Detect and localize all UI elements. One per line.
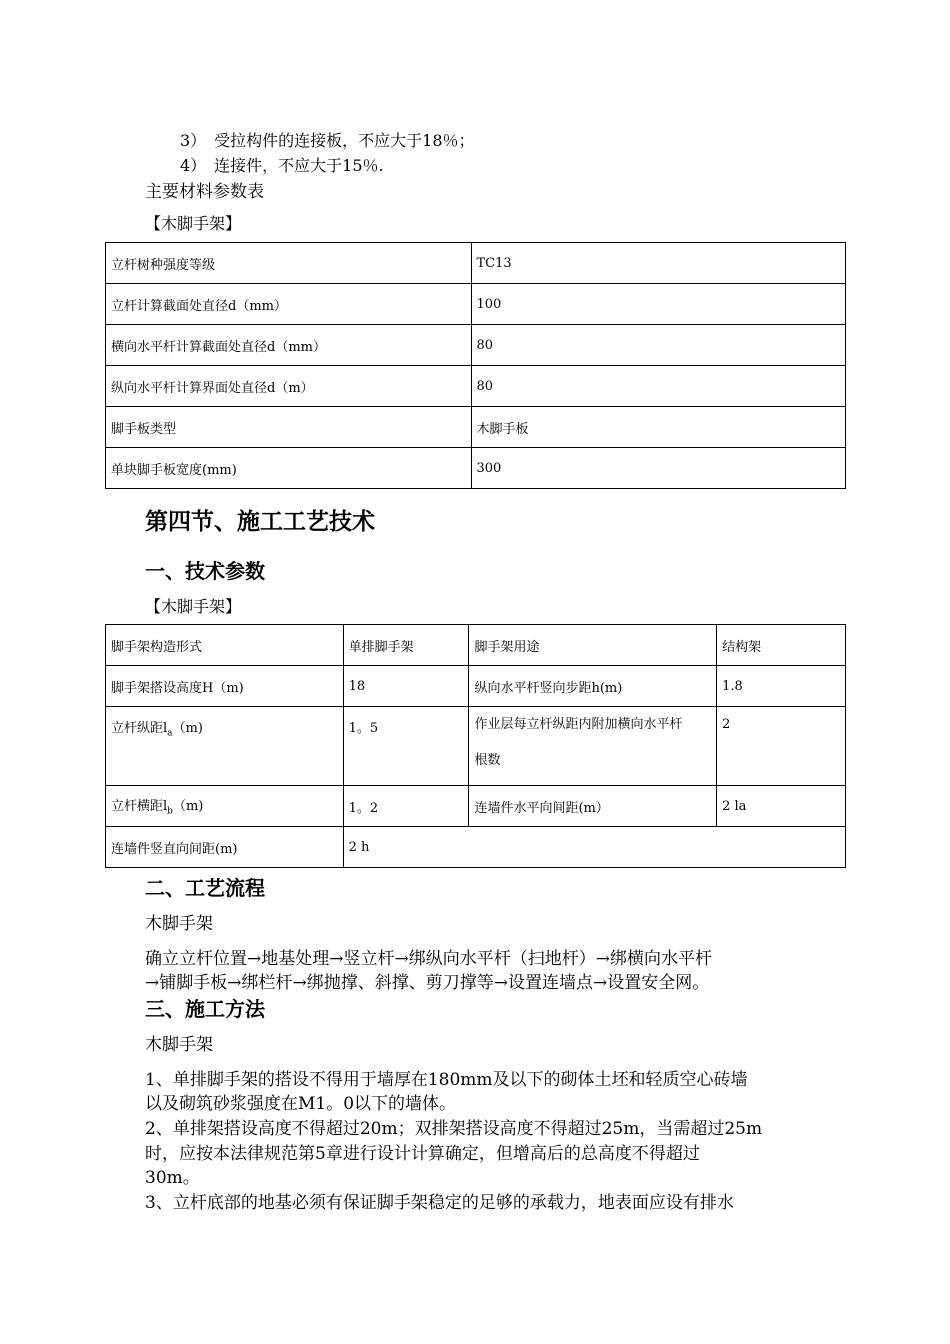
table-row <box>106 366 846 407</box>
section-4-title: 第四节、施工工艺技术 <box>145 509 375 535</box>
table-cell: 脚手架用途 <box>469 625 717 666</box>
table-cell <box>106 707 344 786</box>
process-flow-heading: 二、工艺流程 <box>145 876 265 900</box>
section-label: 【木脚手架】 <box>145 214 242 233</box>
table-cell: 2 h <box>343 827 845 868</box>
section-label: 【木脚手架】 <box>145 597 242 616</box>
table-cell <box>106 786 344 827</box>
table-cell: 脚手板类型 <box>106 407 472 448</box>
process-text-line: →铺脚手板→绑栏杆→绑抛撑、斜撑、剪刀撑等→设置连墙点→设置安全网。 <box>145 973 710 993</box>
tech-parameter-table <box>105 624 846 868</box>
process-label: 木脚手架 <box>145 914 213 934</box>
table-cell: 2 <box>717 707 846 786</box>
table-cell: 80 <box>471 366 845 407</box>
table-cell: 纵向水平杆竖向步距h(m) <box>469 666 717 707</box>
table-row <box>106 448 846 489</box>
table-row <box>106 243 846 284</box>
table-cell: 结构架 <box>717 625 846 666</box>
materials-table-title: 主要材料参数表 <box>145 182 264 202</box>
table-row <box>106 827 846 868</box>
material-parameter-table <box>105 242 846 489</box>
cell-text: 立杆横距l <box>111 799 168 815</box>
table-cell: 1.8 <box>717 666 846 707</box>
construction-method-heading: 三、施工方法 <box>145 997 265 1021</box>
cell-text: 作业层每立杆纵距内附加横向水平杆 <box>474 717 683 732</box>
table-cell: 脚手架构造形式 <box>106 625 344 666</box>
table-cell: TC13 <box>471 243 845 284</box>
cell-text: 根数 <box>474 753 501 768</box>
table-cell: 连墙件竖直向间距(m) <box>106 827 344 868</box>
table-row <box>106 284 846 325</box>
tech-parameters-heading: 一、技术参数 <box>145 559 265 583</box>
table-cell: 1。5 <box>343 707 469 786</box>
table-row <box>106 666 846 707</box>
paragraph-line: 2、单排架搭设高度不得超过20m；双排架搭设高度不得超过25m，当需超过25m <box>145 1119 763 1139</box>
paragraph-line: 3、立杆底部的地基必须有保证脚手架稳定的足够的承载力，地表面应设有排水 <box>145 1193 734 1213</box>
table-row <box>106 625 846 666</box>
paragraph-line: 时，应按本法律规范第5章进行设计计算确定，但增高后的总高度不得超过 <box>145 1144 700 1164</box>
paragraph-line: 1、单排脚手架的搭设不得用于墙厚在180mm及以下的砌体土坯和轻质空心砖墙 <box>145 1070 748 1090</box>
cell-text: 立杆纵距l <box>111 721 168 736</box>
table-row <box>106 707 846 786</box>
table-cell: 18 <box>343 666 469 707</box>
table-cell: 80 <box>471 325 845 366</box>
table-cell: 木脚手板 <box>471 407 845 448</box>
subscript: a <box>167 728 173 739</box>
table-cell: 2 la <box>717 786 846 827</box>
process-text-line: 确立立杆位置→地基处理→竖立杆→绑纵向水平杆（扫地杆）→绑横向水平杆 <box>145 949 712 969</box>
table-cell: 连墙件水平向间距(m） <box>469 786 717 827</box>
table-cell: 100 <box>471 284 845 325</box>
cell-text: （m) <box>172 799 204 815</box>
paragraph-line: 以及砌筑砂浆强度在M1。0以下的墙体。 <box>145 1094 457 1114</box>
table-cell: 立杆计算截面处直径d（mm） <box>106 284 472 325</box>
method-label: 木脚手架 <box>145 1035 213 1055</box>
table-cell: 立杆树种强度等级 <box>106 243 472 284</box>
table-cell: 纵向水平杆计算界面处直径d（m） <box>106 366 472 407</box>
table-row <box>106 786 846 827</box>
cell-text: （m) <box>172 721 203 736</box>
table-cell: 单块脚手板宽度(mm) <box>106 448 472 489</box>
table-cell: 1。2 <box>343 786 469 827</box>
table-cell: 单排脚手架 <box>343 625 469 666</box>
subscript: b <box>167 806 173 817</box>
table-cell: 300 <box>471 448 845 489</box>
table-cell <box>469 707 717 786</box>
table-cell: 脚手架搭设高度H（m) <box>106 666 344 707</box>
table-row <box>106 325 846 366</box>
table-cell: 横向水平杆计算截面处直径d（mm） <box>106 325 472 366</box>
list-item-3: 3） 受拉构件的连接板，不应大于18％； <box>180 131 475 150</box>
table-row <box>106 407 846 448</box>
paragraph-line: 30m。 <box>145 1168 200 1188</box>
list-item-4: 4） 连接件，不应大于15％. <box>180 156 384 175</box>
